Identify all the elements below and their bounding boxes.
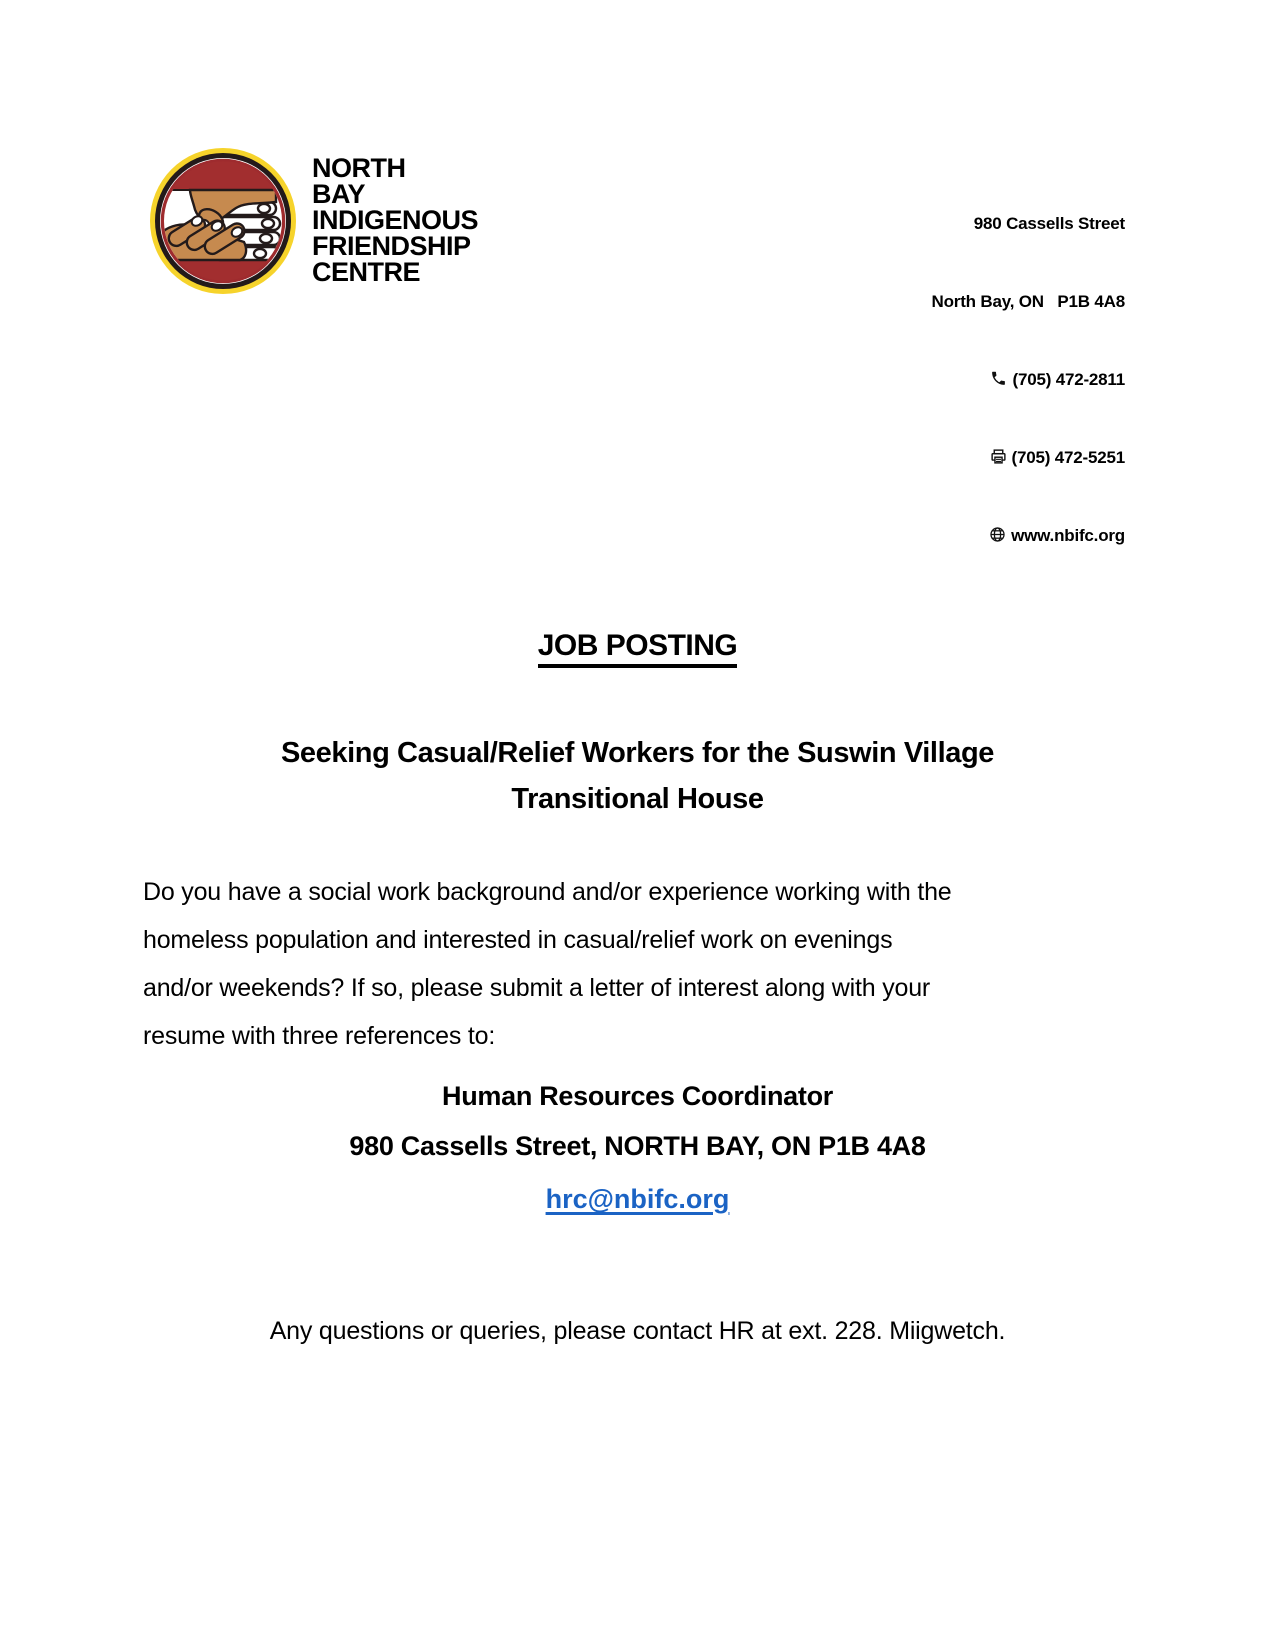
page-title: JOB POSTING	[538, 629, 738, 668]
org-name-line: INDIGENOUS	[312, 205, 479, 235]
org-name-line: CENTRE	[312, 257, 421, 287]
apply-block	[0, 1080, 1275, 1215]
contact-phone-line	[932, 367, 1125, 393]
letterhead	[0, 0, 1275, 601]
email-line	[0, 1184, 1275, 1215]
contact-street: 980 Cassells Street	[973, 214, 1125, 233]
paragraph-line: Do you have a social work background and/or experience working with the	[143, 878, 952, 906]
org-name-line: FRIENDSHIP	[312, 231, 471, 261]
intro-paragraph	[143, 868, 1132, 1060]
email-link[interactable]: hrc@nbifc.org	[545, 1184, 730, 1214]
job-heading-line2: Transitional House	[511, 783, 764, 815]
nbifc-handshake-logo-icon	[148, 145, 298, 297]
contact-city: North Bay, ON P1B 4A8	[931, 292, 1125, 311]
contact-web-line	[932, 523, 1125, 549]
contact-fax-line	[932, 445, 1125, 471]
job-heading-line1: Seeking Casual/Relief Workers for the Suswin Village	[280, 737, 995, 769]
hr-coordinator-line: Human Resources Coordinator	[442, 1081, 833, 1111]
org-name	[312, 145, 478, 285]
title-row	[0, 629, 1275, 668]
paragraph-line: and/or weekends? If so, please submit a letter of interest along with your	[143, 974, 931, 1002]
job-heading	[0, 730, 1275, 822]
paragraph-line: homeless population and interested in casual/relief work on evenings	[143, 926, 893, 954]
org-name-line: NORTH	[312, 153, 406, 183]
globe-icon	[989, 526, 1006, 543]
questions-note: Any questions or queries, please contact HR at ext. 228. Miigwetch.	[269, 1317, 1006, 1345]
brand	[148, 145, 478, 297]
paragraph-line: resume with three references to:	[143, 1022, 496, 1050]
org-name-line: BAY	[312, 179, 366, 209]
phone-icon	[990, 370, 1007, 387]
contact-website: www.nbifc.org	[1011, 526, 1125, 545]
apply-address-line: 980 Cassells Street, NORTH BAY, ON P1B 4A8	[349, 1131, 926, 1161]
fax-printer-icon	[990, 448, 1007, 465]
contact-phone: (705) 472-2811	[1012, 370, 1125, 389]
contact-block	[932, 145, 1125, 601]
contact-fax: (705) 472-5251	[1011, 448, 1125, 467]
